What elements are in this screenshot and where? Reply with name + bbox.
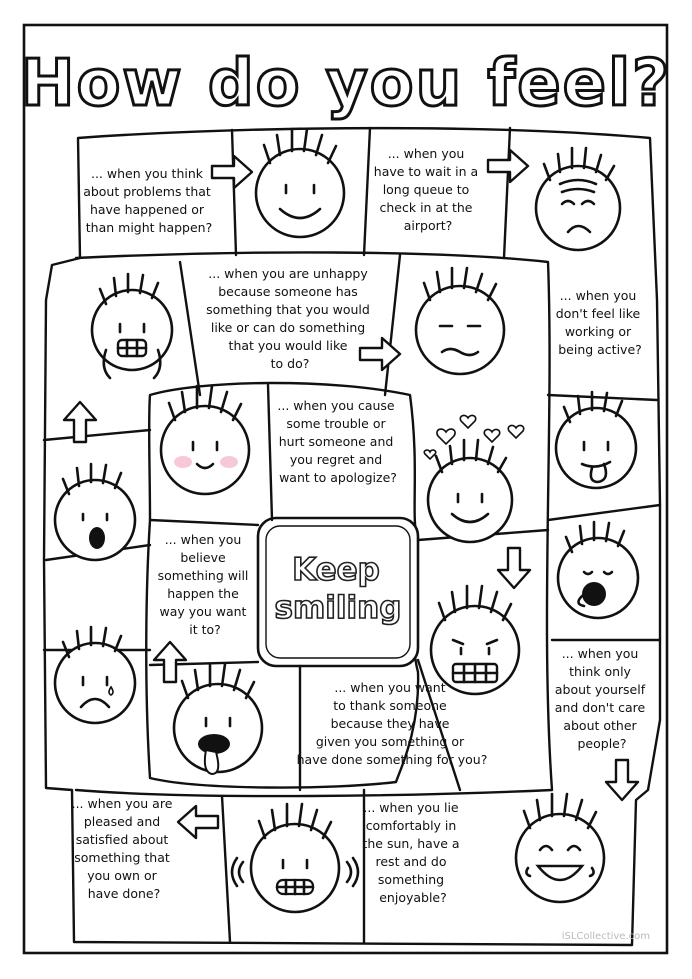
space-text: ... when you think about problems that have happened or than might happen? (83, 166, 213, 235)
tongue-sticking-face-icon (174, 664, 262, 774)
divider (180, 262, 200, 395)
divider (548, 505, 660, 520)
blushing-face-icon (161, 386, 249, 494)
space-text: ... when you lie comfortably in the sun, have a rest and do something enjoyable? (362, 800, 460, 905)
space-text: ... when you want to thank someone because they have given you something or have done something for you? (296, 680, 488, 767)
space-text: ... when you are pleased and satisfied about something that you own or have done? (71, 796, 173, 901)
divider (232, 130, 236, 255)
worried-face-icon (536, 148, 620, 250)
divider (150, 520, 258, 525)
divider (504, 128, 510, 258)
space-problems (83, 166, 215, 235)
space-text: ... when you cause some trouble or hurt someone and you regret and want to apologize? (277, 398, 397, 485)
space-text: ... when you think only about yourself and don't care about other people? (554, 646, 646, 751)
yawning-face-icon (558, 522, 638, 618)
space-text: ... when you believe something will happen the way you want it to? (157, 532, 249, 637)
uneasy-face-icon (416, 268, 504, 374)
divider (364, 128, 370, 255)
arrow-down-icon (498, 548, 530, 588)
surprised-face-icon (55, 464, 135, 560)
space-unhappy (206, 266, 374, 371)
teeth-gritting-face-icon (92, 274, 172, 378)
divider (44, 430, 150, 440)
space-queue (374, 146, 482, 233)
shivering-face-icon (232, 804, 358, 912)
keep-smiling-line2: smiling (274, 590, 402, 626)
divider (385, 255, 400, 395)
space-believe (158, 532, 253, 637)
hearts-icon (424, 415, 524, 459)
space-yourself (555, 646, 649, 751)
space-text: ... when you have to wait in a long queue to check in at the airport? (373, 146, 479, 233)
grimacing-face-icon (431, 586, 519, 694)
space-pleased (72, 796, 177, 901)
sad-crying-face-icon (55, 627, 135, 723)
laughing-face-icon (516, 794, 604, 902)
arrow-right-icon (360, 338, 400, 370)
arrow-left-icon (178, 806, 218, 838)
page-title: How do you feel? (20, 47, 672, 121)
space-trouble (277, 398, 398, 485)
tongue-out-face-icon (556, 392, 636, 488)
space-sun (362, 800, 463, 905)
divider (222, 796, 230, 942)
smiling-face-icon (256, 129, 344, 237)
divider (548, 395, 657, 400)
in-love-face-icon (428, 440, 512, 542)
arrow-down-icon (606, 760, 638, 800)
space-not-working (556, 288, 644, 357)
space-text: ... when you are unhappy because someone has something that you would like or can do something that you would like to do? (206, 266, 370, 371)
watermark: iSLCollective.com (561, 931, 650, 942)
space-thank (297, 680, 488, 767)
space-text: ... when you don't feel like working or being active? (555, 288, 642, 357)
arrow-up-icon (154, 642, 186, 682)
keep-smiling-line1: Keep (292, 552, 380, 588)
divider (268, 385, 272, 520)
